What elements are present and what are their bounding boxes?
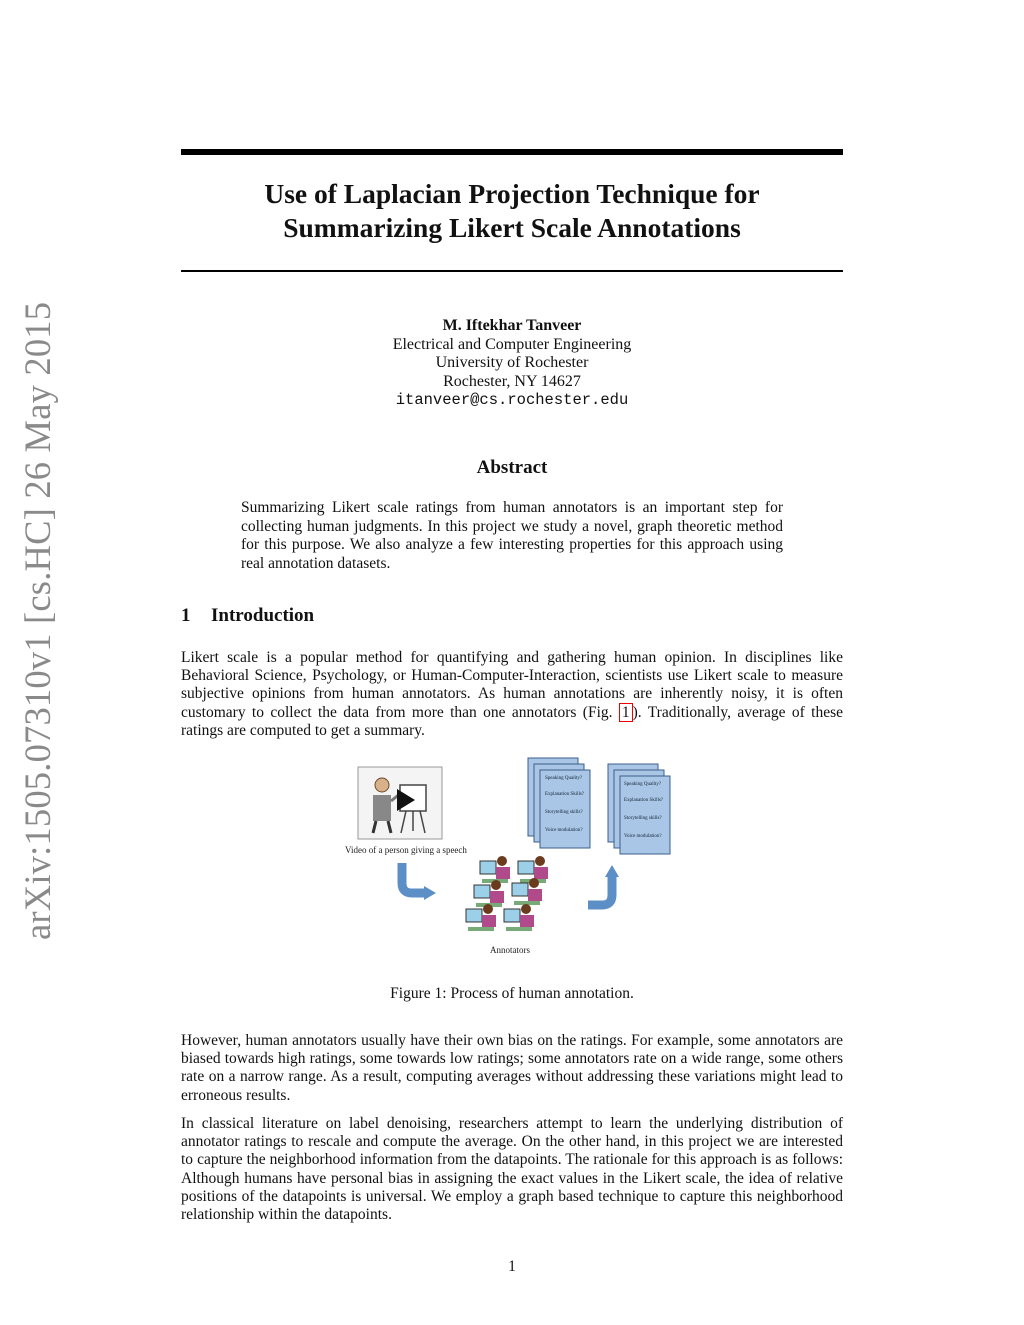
abstract-heading: Abstract (476, 457, 548, 478)
figure-1-caption: Figure 1: Process of human annotation. (390, 985, 634, 1002)
form-left-q2: Explanation Skills? (545, 792, 585, 797)
title-line-1: Use of Laplacian Projection Technique for (264, 178, 760, 209)
section-heading-introduction (181, 604, 314, 628)
annotators-label: Annotators (490, 945, 530, 955)
form-right-q3: Storytelling skills? (624, 816, 662, 821)
form-right-q4: Voice modulation? (624, 834, 662, 839)
arrow-to-forms-icon (588, 877, 612, 905)
intro-p1-text-a: Likert scale is a popular method for quantifying and gathering human opinion. In disciplines like Behavioral Science, Psychology, or Human-Computer-Interaction, scientists use Likert scale to measure subjective opinions from human annotators. As human annotations are inherently noisy, it is often customary to collect the data from more than one annotators (Fig. (181, 649, 843, 721)
figure-1-link[interactable]: 1 (619, 703, 633, 722)
author-block (181, 317, 843, 410)
rating-forms-left-icon (528, 758, 590, 848)
section-number: 1 (181, 605, 191, 626)
arrow-to-annotators-icon (402, 863, 424, 893)
rating-forms-right-icon (608, 764, 670, 854)
annotators-icon (466, 856, 548, 931)
figure-1-illustration (340, 755, 690, 960)
abstract-text: Summarizing Likert scale ratings from human annotators is an important step for collecting human judgments. In this project we study a novel, graph theoretic method for this purpose. We also analyze a few interesting properties for this approach using real annotation datasets. (241, 499, 783, 572)
form-left-q4: Voice modulation? (545, 828, 583, 833)
form-left-q1: Speaking Quality? (545, 776, 583, 781)
author-department: Electrical and Computer Engineering (392, 335, 632, 353)
intro-paragraph-2: However, human annotators usually have their own bias on the ratings. For example, some annotators are biased towards high ratings, some towards low ratings; some annotators rate on a wide range, some others rate on a narrow range. As a result, computing averages without addressing these variations might lead to erroneous results. (181, 1032, 843, 1104)
intro-paragraph-3: In classical literature on label denoising, researchers attempt to learn the underlying distribution of annotator ratings to rescale and compute the average. On the other hand, in this project we are interested to capture the neighborhood information from the datapoints. The rationale for this approach is as follows: Although humans have personal bias in assigning the exact values in the Likert scale, the idea of relative positions of the datapoints is universal. We employ a graph based technique to capture this neighborhood relationship within the datapoints. (181, 1115, 843, 1224)
figure-1 (340, 755, 690, 960)
title-line-2: Summarizing Likert Scale Annotations (283, 212, 741, 243)
intro-paragraph-1 (181, 649, 843, 740)
form-left-q3: Storytelling skills? (545, 810, 583, 815)
title-rule-top (181, 149, 843, 155)
author-location: Rochester, NY 14627 (443, 372, 581, 390)
form-right-q1: Speaking Quality? (624, 782, 662, 787)
intro-p1-text-b: ). Traditionally, average of these ratings are computed to get a summary. (181, 703, 843, 739)
arxiv-stamp: arXiv:1505.07310v1 [cs.HC] 26 May 2015 (17, 301, 58, 940)
title-rule-bottom (181, 270, 843, 272)
author-university: University of Rochester (435, 354, 589, 371)
author-email[interactable]: itanveer@cs.rochester.edu (395, 391, 629, 409)
page-number: 1 (508, 1258, 516, 1275)
video-label: Video of a person giving a speech (345, 845, 467, 855)
author-name: M. Iftekhar Tanveer (442, 317, 582, 334)
paper-title (181, 177, 843, 245)
section-title: Introduction (211, 605, 315, 626)
form-right-q2: Explanation Skills? (624, 798, 664, 803)
